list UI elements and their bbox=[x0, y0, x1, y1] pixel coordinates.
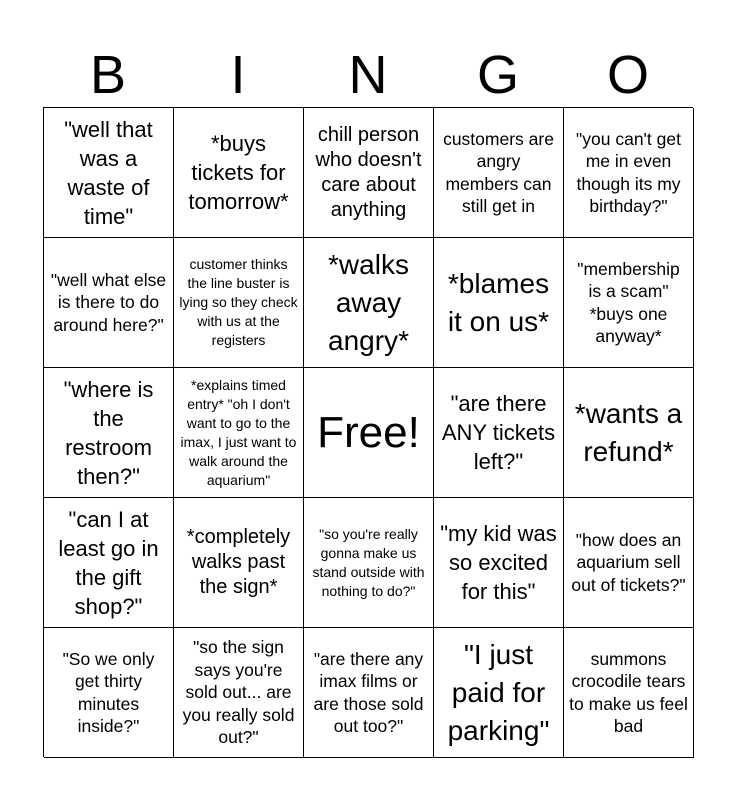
cell-text: "well that was a waste of time" bbox=[64, 116, 153, 229]
bingo-cell-r3-c5[interactable] bbox=[564, 368, 694, 498]
cell-text: *buys tickets for tomorrow* bbox=[188, 131, 289, 214]
bingo-cell-r2-c1[interactable] bbox=[44, 238, 174, 368]
cell-text: "So we only get thirty minutes inside?" bbox=[62, 648, 155, 736]
header-letter-n: N bbox=[348, 45, 388, 105]
cell-text: "so the sign says you're sold out... are you really sold out?" bbox=[182, 637, 295, 748]
cell-text: Free! bbox=[317, 407, 420, 457]
bingo-card-grid bbox=[43, 107, 693, 757]
bingo-cell-r4-c1[interactable] bbox=[44, 498, 174, 628]
cell-text: "my kid was so excited for this" bbox=[440, 521, 557, 604]
cell-text: "membership is a scam" *buys one anyway* bbox=[577, 258, 680, 346]
cell-text: "where is the restroom then?" bbox=[63, 376, 154, 489]
cell-text: "I just paid for parking" bbox=[447, 638, 550, 746]
cell-text: customers are angry members can still get in bbox=[443, 128, 554, 216]
cell-text: "are there ANY tickets left?" bbox=[441, 391, 556, 474]
bingo-cell-r5-c1[interactable] bbox=[44, 628, 174, 758]
bingo-cell-r4-c4[interactable] bbox=[434, 498, 564, 628]
header-letter-g: G bbox=[476, 45, 519, 105]
cell-text: customer thinks the line buster is lying so they check with us at the registers bbox=[179, 256, 298, 348]
bingo-cell-r2-c5[interactable] bbox=[564, 238, 694, 368]
header-letter-o: O bbox=[606, 45, 649, 105]
bingo-cell-r5-c4[interactable] bbox=[434, 628, 564, 758]
bingo-cell-r1-c1[interactable] bbox=[44, 108, 174, 238]
bingo-cell-r4-c5[interactable] bbox=[564, 498, 694, 628]
cell-text: *explains timed entry* "oh I don't want to go to the imax, I just want to walk around the aquarium" bbox=[180, 376, 297, 488]
cell-text: *completely walks past the sign* bbox=[186, 526, 291, 598]
cell-text: *walks away angry* bbox=[328, 248, 409, 356]
cell-text: *blames it on us* bbox=[447, 267, 550, 337]
bingo-cell-r5-c2[interactable] bbox=[174, 628, 304, 758]
bingo-cell-r1-c2[interactable] bbox=[174, 108, 304, 238]
header-letter-i: I bbox=[230, 45, 246, 105]
cell-text: "well what else is there to do around here?" bbox=[50, 269, 167, 335]
bingo-cell-r5-c5[interactable] bbox=[564, 628, 694, 758]
bingo-cell-r2-c3[interactable] bbox=[304, 238, 434, 368]
cell-text: "can I at least go in the gift shop?" bbox=[58, 506, 159, 619]
cell-text: summons crocodile tears to make us feel bad bbox=[569, 648, 688, 736]
bingo-cell-r1-c4[interactable] bbox=[434, 108, 564, 238]
cell-text: chill person who doesn't care about anything bbox=[315, 123, 422, 221]
cell-text: "you can't get me in even though its my birthday?" bbox=[576, 128, 681, 216]
cell-text: "how does an aquarium sell out of tickets?" bbox=[571, 529, 686, 595]
bingo-header bbox=[43, 42, 693, 108]
header-letter-b: B bbox=[89, 45, 127, 105]
bingo-cell-r3-c4[interactable] bbox=[434, 368, 564, 498]
bingo-cell-r5-c3[interactable] bbox=[304, 628, 434, 758]
bingo-cell-r3-c2[interactable] bbox=[174, 368, 304, 498]
bingo-cell-r2-c2[interactable] bbox=[174, 238, 304, 368]
cell-text: "so you're really gonna make us stand outside with nothing to do?" bbox=[312, 525, 425, 599]
cell-text: "are there any imax films or are those sold out too?" bbox=[313, 648, 424, 736]
bingo-cell-free-space[interactable] bbox=[304, 368, 434, 498]
bingo-cell-r1-c3[interactable] bbox=[304, 108, 434, 238]
bingo-cell-r4-c2[interactable] bbox=[174, 498, 304, 628]
cell-text: *wants a refund* bbox=[574, 397, 683, 467]
bingo-cell-r1-c5[interactable] bbox=[564, 108, 694, 238]
bingo-cell-r2-c4[interactable] bbox=[434, 238, 564, 368]
bingo-cell-r3-c1[interactable] bbox=[44, 368, 174, 498]
bingo-cell-r4-c3[interactable] bbox=[304, 498, 434, 628]
